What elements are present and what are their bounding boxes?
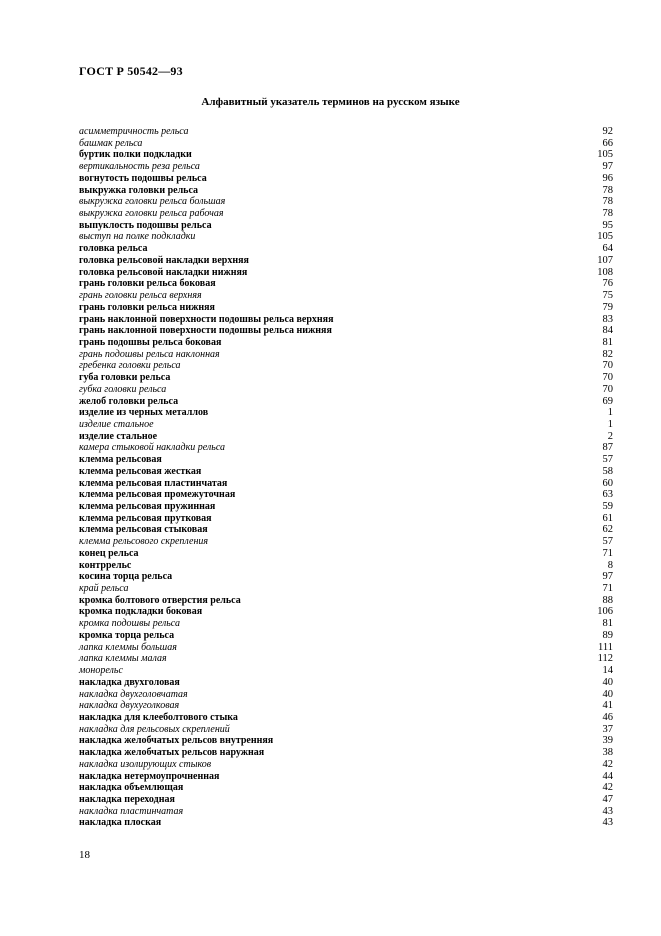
index-term: накладка для рельсовых скреплений — [79, 723, 230, 735]
index-entry — [79, 724, 613, 736]
index-page-ref: 61 — [602, 512, 613, 524]
index-page-ref: 112 — [597, 653, 613, 665]
index-term: выкружка головки рельса — [79, 184, 199, 196]
index-term: изделие стальное — [79, 430, 158, 442]
index-entry — [79, 185, 613, 197]
index-page-ref: 70 — [602, 372, 613, 384]
index-entry — [79, 173, 613, 185]
index-entry — [79, 384, 613, 396]
index-entry — [79, 454, 613, 466]
index-page-ref: 79 — [602, 301, 613, 313]
index-entry — [79, 782, 613, 794]
index-term: изделие из черных металлов — [79, 407, 209, 419]
index-term: клемма рельсовая промежуточная — [79, 489, 236, 501]
index-page-ref: 97 — [602, 161, 613, 173]
index-entry — [79, 431, 613, 443]
index-entry — [79, 630, 613, 642]
index-term: башмак рельса — [79, 137, 143, 149]
index-entry — [79, 255, 613, 267]
index-page-ref: 42 — [602, 758, 613, 770]
index-term: изделие стальное — [79, 418, 154, 430]
index-term: накладка нетермоупрочненная — [79, 770, 220, 782]
index-page-ref: 107 — [597, 254, 613, 266]
index-term: клемма рельсовая пластинчатая — [79, 477, 228, 489]
page-number: 18 — [79, 849, 90, 861]
index-entry — [79, 138, 613, 150]
index-term: накладка изолирующих стыков — [79, 758, 212, 770]
index-entry — [79, 478, 613, 490]
index-entry — [79, 126, 613, 138]
index-entry — [79, 208, 613, 220]
index-page-ref: 62 — [602, 524, 613, 536]
index-term: косина торца рельса — [79, 571, 173, 583]
index-page-ref: 60 — [602, 477, 613, 489]
index-term: клемма рельсовая прутковая — [79, 512, 212, 524]
index-term: кромка подкладки боковая — [79, 606, 203, 618]
index-term: желоб головки рельса — [79, 395, 179, 407]
index-page-ref: 70 — [602, 383, 613, 395]
index-term: кромка болтового отверстия рельса — [79, 594, 241, 606]
index-term: клемма рельсовая — [79, 454, 162, 466]
index-page-ref: 71 — [602, 583, 613, 595]
index-page-ref: 41 — [602, 700, 613, 712]
index-page-ref: 81 — [602, 336, 613, 348]
index-entry — [79, 712, 613, 724]
index-entry — [79, 501, 613, 513]
index-term: накладка двухуголковая — [79, 700, 180, 712]
index-page-ref: 84 — [602, 325, 613, 337]
index-entry — [79, 771, 613, 783]
index-entry — [79, 337, 613, 349]
index-page-ref: 106 — [597, 606, 613, 618]
index-entry — [79, 419, 613, 431]
index-page-ref: 105 — [597, 231, 613, 243]
index-title: Алфавитный указатель терминов на русском языке — [201, 96, 460, 108]
index-term: монорельс — [79, 665, 123, 677]
index-entry — [79, 560, 613, 572]
index-page-ref: 92 — [602, 126, 613, 137]
index-entry — [79, 161, 613, 173]
index-term: накладка объемлющая — [79, 782, 184, 794]
index-term: гребенка головки рельса — [79, 360, 181, 372]
index-page-ref: 76 — [602, 278, 613, 290]
index-entry — [79, 759, 613, 771]
index-term: клемма рельсовая стыковая — [79, 524, 208, 536]
index-page-ref: 105 — [597, 149, 613, 161]
index-page-ref: 1 — [607, 418, 613, 430]
index-term: клемма рельсовая жесткая — [79, 465, 202, 477]
index-entry — [79, 618, 613, 630]
index-term: грань подошвы рельса наклонная — [79, 348, 220, 360]
index-page-ref: 82 — [602, 348, 613, 360]
index-term: выкружка головки рельса большая — [79, 196, 226, 208]
index-term: клемма рельсовая пружинная — [79, 501, 216, 512]
index-entry — [79, 466, 613, 478]
index-entry — [79, 314, 613, 326]
index-term: асимметричность рельса — [79, 126, 189, 137]
index-entry — [79, 571, 613, 583]
index-page-ref: 8 — [607, 559, 613, 571]
index-entry — [79, 817, 613, 829]
index-page-ref: 78 — [602, 184, 613, 196]
index-page-ref: 37 — [602, 723, 613, 735]
index-term: накладка двухголовчатая — [79, 688, 188, 700]
index-term: головка рельса — [79, 243, 148, 255]
index-page-ref: 38 — [602, 747, 613, 759]
index-term: грань головки рельса верхняя — [79, 290, 202, 302]
index-page-ref: 63 — [602, 489, 613, 501]
index-page-ref: 44 — [602, 770, 613, 782]
index-term: губка головки рельса — [79, 383, 167, 395]
index-term: вогнутость подошвы рельса — [79, 172, 207, 184]
index-entry — [79, 747, 613, 759]
index-entry — [79, 806, 613, 818]
index-page-ref: 43 — [602, 805, 613, 817]
index-term: накладка желобчатых рельсов внутренняя — [79, 735, 274, 747]
index-entry — [79, 735, 613, 747]
index-term: накладка для клееболтового стыка — [79, 711, 238, 723]
index-term: конец рельса — [79, 547, 139, 559]
index-term: грань наклонной поверхности подошвы рельса верхняя — [79, 313, 334, 325]
index-term: грань головки рельса нижняя — [79, 301, 215, 313]
index-page-ref: 95 — [602, 219, 613, 231]
index-term: выступ на полке подкладки — [79, 231, 196, 243]
index-entry — [79, 548, 613, 560]
index-page-ref: 81 — [602, 618, 613, 630]
index-term: накладка двухголовая — [79, 676, 180, 688]
index-entry — [79, 220, 613, 232]
index-term: лапка клеммы малая — [79, 653, 167, 665]
index-page-ref: 69 — [602, 395, 613, 407]
index-entry — [79, 243, 613, 255]
index-entry — [79, 196, 613, 208]
index-term: контррельс — [79, 559, 132, 571]
index-term: кромка подошвы рельса — [79, 618, 180, 630]
term-index-list — [79, 126, 613, 829]
index-term: буртик полки подкладки — [79, 149, 192, 161]
index-page-ref: 83 — [602, 313, 613, 325]
index-page-ref: 2 — [607, 430, 613, 442]
index-term: губа головки рельса — [79, 372, 171, 384]
index-term: накладка переходная — [79, 793, 175, 805]
index-page-ref: 40 — [602, 676, 613, 688]
index-term: головка рельсовой накладки нижняя — [79, 266, 248, 278]
index-entry — [79, 606, 613, 618]
index-term: грань головки рельса боковая — [79, 278, 216, 290]
index-entry — [79, 396, 613, 408]
index-page-ref: 58 — [602, 465, 613, 477]
index-term: камера стыковой накладки рельса — [79, 442, 226, 454]
index-page-ref: 14 — [602, 665, 613, 677]
index-entry — [79, 325, 613, 337]
index-page-ref: 75 — [602, 290, 613, 302]
index-entry — [79, 149, 613, 161]
index-page-ref: 46 — [602, 711, 613, 723]
index-page-ref: 43 — [602, 817, 613, 829]
index-entry — [79, 689, 613, 701]
index-entry — [79, 665, 613, 677]
index-entry — [79, 524, 613, 536]
index-page-ref: 64 — [602, 243, 613, 255]
index-entry — [79, 267, 613, 279]
index-entry — [79, 794, 613, 806]
index-page-ref: 87 — [602, 442, 613, 454]
index-entry — [79, 278, 613, 290]
index-term: накладка плоская — [79, 817, 162, 829]
index-entry — [79, 349, 613, 361]
index-page-ref: 88 — [602, 594, 613, 606]
index-entry — [79, 513, 613, 525]
index-page-ref: 47 — [602, 793, 613, 805]
index-page-ref: 40 — [602, 688, 613, 700]
index-entry — [79, 653, 613, 665]
index-page-ref: 111 — [598, 641, 613, 653]
index-page-ref: 78 — [602, 208, 613, 220]
index-page-ref: 42 — [602, 782, 613, 794]
index-term: выпуклость подошвы рельса — [79, 219, 212, 231]
index-term: грань подошвы рельса боковая — [79, 336, 222, 348]
index-page-ref: 39 — [602, 735, 613, 747]
index-entry — [79, 700, 613, 712]
index-entry — [79, 302, 613, 314]
index-term: выкружка головки рельса рабочая — [79, 208, 224, 220]
index-page-ref: 78 — [602, 196, 613, 208]
index-entry — [79, 372, 613, 384]
index-page-ref: 70 — [602, 360, 613, 372]
index-entry — [79, 442, 613, 454]
index-page-ref: 59 — [602, 501, 613, 512]
index-term: головка рельсовой накладки верхняя — [79, 254, 249, 266]
index-entry — [79, 583, 613, 595]
index-entry — [79, 360, 613, 372]
index-page-ref: 96 — [602, 172, 613, 184]
index-page-ref: 1 — [607, 407, 613, 419]
index-term: накладка пластинчатая — [79, 805, 184, 817]
index-term: грань наклонной поверхности подошвы рельса нижняя — [79, 325, 332, 337]
index-page-ref: 89 — [602, 629, 613, 641]
index-page-ref: 57 — [602, 454, 613, 466]
index-page-ref: 108 — [597, 266, 613, 278]
index-term: кромка торца рельса — [79, 629, 175, 641]
index-term: вертикальность реза рельса — [79, 161, 200, 173]
index-entry — [79, 231, 613, 243]
index-page-ref: 57 — [602, 536, 613, 548]
index-entry — [79, 407, 613, 419]
index-entry — [79, 677, 613, 689]
index-entry — [79, 489, 613, 501]
index-page-ref: 71 — [602, 547, 613, 559]
index-term: край рельса — [79, 583, 129, 595]
index-entry — [79, 536, 613, 548]
index-term: лапка клеммы большая — [79, 641, 177, 653]
index-entry — [79, 642, 613, 654]
index-entry — [79, 595, 613, 607]
index-page-ref: 66 — [602, 137, 613, 149]
index-term: накладка желобчатых рельсов наружная — [79, 747, 265, 759]
document-header: ГОСТ Р 50542—93 — [79, 64, 183, 78]
index-term: клемма рельсового скрепления — [79, 536, 209, 548]
index-page-ref: 97 — [602, 571, 613, 583]
index-entry — [79, 290, 613, 302]
